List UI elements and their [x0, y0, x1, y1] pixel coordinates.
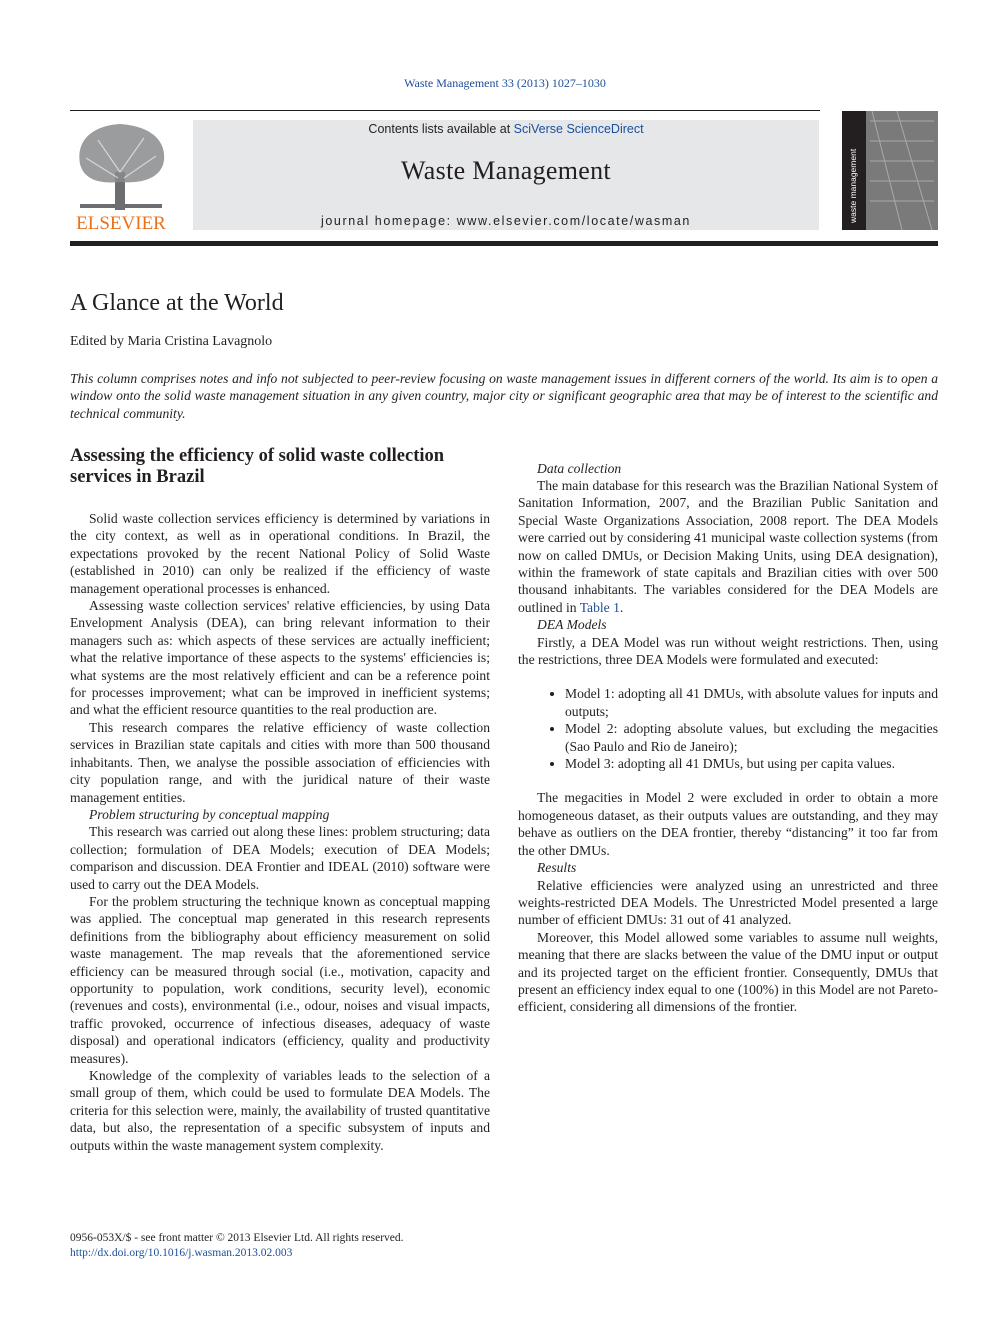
copyright-line: 0956-053X/$ - see front matter © 2013 Elsevier Ltd. All rights reserved.	[70, 1232, 404, 1244]
elsevier-wordmark: ELSEVIER	[76, 213, 166, 232]
table-1-link[interactable]: Table 1	[579, 599, 620, 615]
spacer	[518, 390, 938, 407]
section-editor: Edited by Maria Cristina Lavagnolo	[70, 334, 273, 349]
journal-cover-thumbnail[interactable]	[842, 111, 938, 230]
paragraph: This research was carried out along these lines: problem structuring; data collection; formulation of DEA Models; execution of DEA Models; comparison and discussion. DEA Frontier and IDEAL (2010) software were used to carry out the DEA Models.	[70, 824, 490, 892]
paragraph: For the problem structuring the technique known as conceptual mapping was applied. The conceptual map generated in this research represents definitions from the bibliography about efficiency measurement on solid waste management. The map reveals that the aforementioned service efficiency can be measured through social (i.e., motivation, capacity and opportunity to population, work conditions, security level), economic (revenues and costs), environmental (i.e., odour, noises and visual impacts, traffic provoked, occurrence of infectious diseases, adequacy of waste disposal) and operational indicators (efficiency, quality and productivity measures).	[70, 893, 490, 1066]
paragraph: The megacities in Model 2 were excluded in order to obtain a more homogeneous dataset, as their outputs values are outstanding, and they may behave as outliers on the DEA frontier, thereby “distancing” it too far from the other DMUs.	[518, 790, 938, 858]
spacer	[518, 425, 938, 442]
subheading-problem-structuring: Problem structuring by conceptual mapping	[89, 806, 330, 822]
subheading-results: Results	[537, 860, 577, 876]
paragraph: Relative efficiencies were analyzed using an unrestricted and three weights-restricted DEA Models. The Unrestricted Model presented a large number of efficient DMUs: 31 out of 41 analyzed.	[518, 877, 938, 928]
elsevier-tree-icon	[70, 120, 173, 232]
doi-link[interactable]: http://dx.doi.org/10.1016/j.wasman.2013.02.003	[70, 1246, 293, 1259]
paragraph: Knowledge of the complexity of variables leads to the selection of a small group of them, which could be used to formulate DEA Models. The criteria for this selection were, mainly, the availability of trusted quantitative data, but also, the representation of a specific subsystem of inputs and outputs within the waste management system complexity.	[70, 1068, 490, 1153]
cover-title: waste management	[848, 148, 858, 223]
right-column	[518, 390, 938, 1016]
journal-banner	[193, 120, 819, 230]
data-collection-end: .	[619, 599, 624, 615]
list-item: • Model 3: adopting all 41 DMUs, but using per capita values.	[565, 755, 938, 772]
sciencedirect-link[interactable]: SciVerse ScienceDirect	[513, 122, 644, 136]
journal-reference[interactable]: Waste Management 33 (2013) 1027–1030	[404, 76, 606, 90]
subheading-data-collection: Data collection	[537, 460, 622, 476]
section-title: A Glance at the World	[70, 290, 284, 316]
data-collection-text: The main database for this research was the Brazilian National System of Sanitation Information, 2007, and the Brazilian Public Sanitation and Special Waste Organizations Association, 2008 report. The DEA Models were carried out by considering 41 municipal waste collection systems (from now on called DMUs, or Decision Making Units, using DEA designation), within the framework of state capitals and Brazilian cities with over 500 thousand inhabitants. The variables considered for the DEA Models are outlined in	[518, 477, 938, 615]
left-column	[70, 446, 490, 1154]
paragraph: Firstly, a DEA Model was run without weight restrictions. Then, using the restrictions, three DEA Models were formulated and executed:	[518, 634, 938, 668]
models-list	[518, 685, 938, 772]
journal-name: Waste Management	[401, 156, 611, 185]
list-item: • Model 1: adopting all 41 DMUs, with absolute values for inputs and outputs;	[565, 685, 938, 720]
elsevier-logo[interactable]	[70, 120, 173, 232]
paragraph	[518, 477, 938, 616]
list-item: • Model 2: adopting absolute values, but excluding the megacities (Sao Paulo and Rio de Janeiro);	[565, 720, 938, 755]
paragraph: This research compares the relative efficiency of waste collection services in Brazilian state capitals and cities with more than 500 thousand inhabitants. Then, we analyse the possible association of efficiencies with city population range, and with the juridical nature of their waste management entities.	[70, 719, 490, 805]
section-intro: This column comprises notes and info not subjected to peer-review focusing on waste management issues in different corners of the world. Its aim is to open a window onto the solid waste management situation in any given country, major city or significant geographic area that may be of interest to the scientific and technical community.	[70, 371, 938, 421]
paragraph: Moreover, this Model allowed some variables to assume null weights, meaning that there are slacks between the value of the DMU input or output and its projected target on the efficient frontier. Consequently, DMUs that present an efficiency index equal to one (100%) in this Model are not Pareto-efficient, considering all dimensions of the frontier.	[518, 929, 938, 1015]
contents-line	[193, 122, 819, 136]
header-rule	[70, 110, 820, 111]
contents-prefix: Contents lists available at	[368, 122, 514, 136]
header-thick-rule	[70, 241, 938, 246]
page-footer	[70, 1231, 404, 1260]
article-title: Assessing the efficiency of solid waste collection services in Brazil	[70, 446, 445, 487]
journal-cover-icon	[842, 111, 938, 230]
spacer	[518, 442, 938, 459]
paragraph: Assessing waste collection services' relative efficiencies, by using Data Envelopment Analysis (DEA), can bring relevant information to their managers such as: which aspects of these services are actually inefficient; what the relative importance of these aspects to the systems' efficiencies is; what systems are the most relatively efficient and can be a reference point for processes improvement; what can be improved in inefficient systems; and what the efficient resource quantities to the real production are.	[70, 598, 490, 718]
paragraph: Solid waste collection services efficiency is determined by variations in the city context, as well as in operational conditions. In Brazil, the expectations provoked by the recent National Policy of Solid Waste (established in 2010) can only be realized if the efficiency of waste management operational processes is enhanced.	[70, 511, 490, 596]
spacer	[518, 407, 938, 424]
subheading-dea-models: DEA Models	[537, 617, 607, 633]
journal-homepage[interactable]: journal homepage: www.elsevier.com/locate/wasman	[320, 214, 691, 228]
